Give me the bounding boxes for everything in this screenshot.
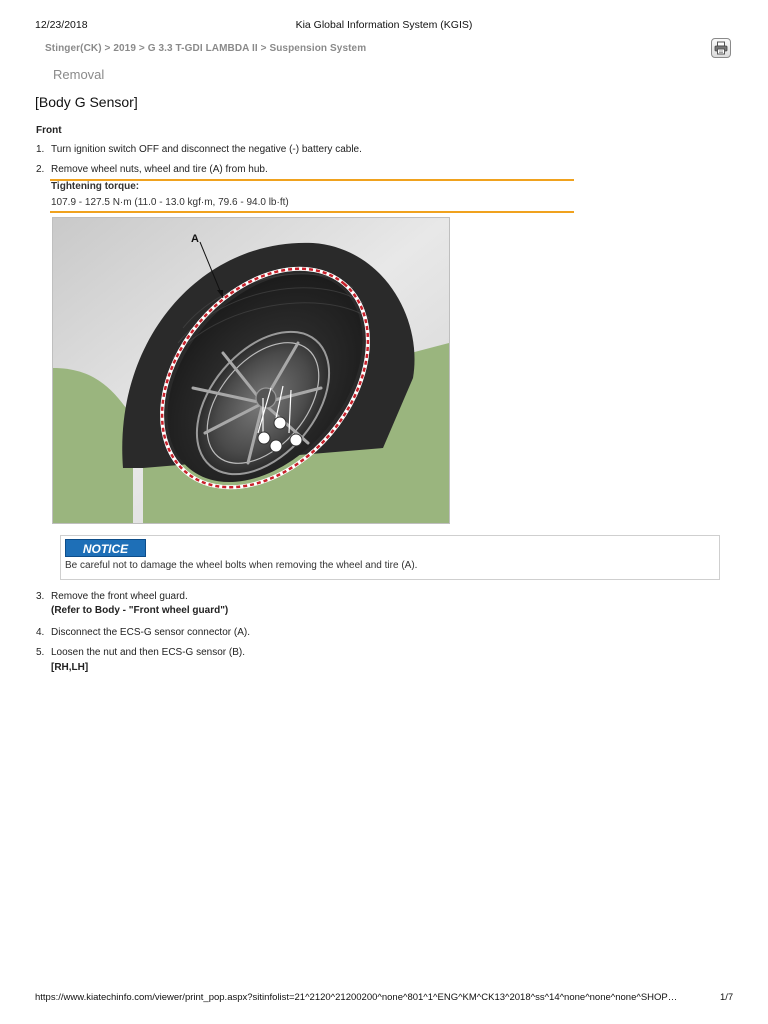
torque-label: Tightening torque: <box>51 181 140 192</box>
step-text: Remove wheel nuts, wheel and tire (A) from hub. <box>51 164 268 175</box>
step-text: Loosen the nut and then ECS-G sensor (B). <box>51 647 245 658</box>
header-title: Kia Global Information System (KGIS) <box>295 19 473 31</box>
step-text: Disconnect the ECS-G sensor connector (A). <box>51 627 250 638</box>
wheel-removal-figure <box>52 217 450 524</box>
subheading-front: Front <box>36 125 62 136</box>
step-2 <box>36 164 268 175</box>
notice-badge: NOTICE <box>65 539 146 557</box>
footer-url: https://www.kiatechinfo.com/viewer/print_pop.aspx?sitinfolist=21^2120^21200200^none^801^1^ENG^KM^CK13^2018^ss^14^none^none^none^SHOP… <box>35 992 678 1003</box>
torque-value: 107.9 - 127.5 N·m (11.0 - 13.0 kgf·m, 79.6 - 94.0 lb·ft) <box>51 197 289 208</box>
printer-icon <box>714 41 728 55</box>
notice-box <box>60 535 720 580</box>
section-heading: Removal <box>53 67 105 82</box>
step-number: 3. <box>36 591 45 602</box>
notice-text: Be careful not to damage the wheel bolts when removing the wheel and tire (A). <box>65 560 418 571</box>
step-5 <box>36 647 245 658</box>
step-number: 1. <box>36 144 45 155</box>
step-1 <box>36 144 362 155</box>
step-number: 2. <box>36 164 45 175</box>
footer-page-number: 1/7 <box>720 992 734 1003</box>
step-number: 4. <box>36 627 45 638</box>
wheel-illustration <box>53 218 449 523</box>
step-4 <box>36 627 250 638</box>
step-number: 5. <box>36 647 45 658</box>
step-5-side-note: [RH,LH] <box>51 662 89 673</box>
step-3 <box>36 591 188 602</box>
callout-label-a: A <box>191 233 199 245</box>
step-3-reference-link[interactable]: (Refer to Body - "Front wheel guard") <box>51 605 229 616</box>
header-date: 12/23/2018 <box>35 19 88 31</box>
step-text: Remove the front wheel guard. <box>51 591 188 602</box>
print-button[interactable] <box>711 38 731 58</box>
breadcrumb[interactable]: Stinger(CK) > 2019 > G 3.3 T-GDI LAMBDA II > Suspension System <box>45 43 367 54</box>
step-text: Turn ignition switch OFF and disconnect the negative (-) battery cable. <box>51 144 362 155</box>
page-title: [Body G Sensor] <box>35 94 138 110</box>
